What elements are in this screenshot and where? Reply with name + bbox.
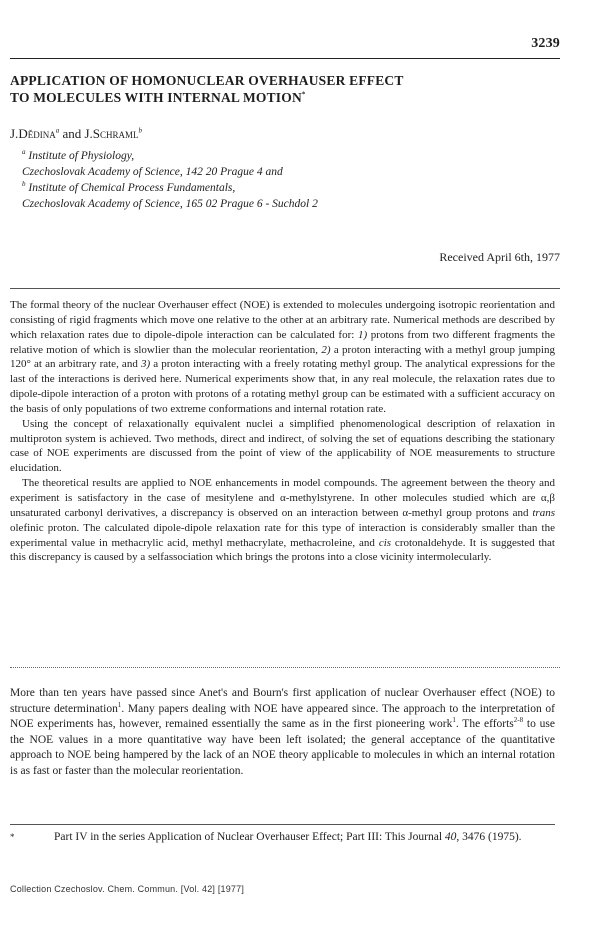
abstract-bottom-rule: [10, 667, 560, 668]
header-rule: [10, 58, 560, 59]
body-ref-2: 1: [452, 716, 456, 725]
abstract-p3-text-1: The theoretical results are applied to NOE enhancements in model compounds. The agreement between the theory and experiment is satisfactory in the case of mesitylene and α-methylstyrene. In other molecules studied which are α,β unsaturated carbonyl derivatives, a discrepancy is observed on an interaction between α-methyl group protons and: [10, 477, 555, 519]
footnote: [10, 830, 555, 845]
abstract-p1-num-1: 1): [357, 328, 368, 341]
abstract: [10, 298, 555, 565]
received-date: Received April 6th, 1977: [439, 250, 560, 264]
abstract-paragraph-2: Using the concept of relaxationally equivalent nuclei a simplified phenomenological description of relaxation in multiproton system is achieved. Two methods, direct and indirect, of solving the set of equations describing the stationary case of NOE experiments are discussed from the point of view of the applicability of NOE measurements to structure elucidation.: [10, 417, 555, 475]
abstract-paragraph-1: [10, 298, 555, 417]
abstract-p1-text-3: a proton interacting with a methyl group jumping 120° at an arbitrary rate, and: [10, 343, 555, 371]
author-1-initial: J.: [10, 126, 19, 141]
body-ref-3: 2-8: [513, 716, 524, 725]
affiliations: [22, 148, 318, 212]
author-2-name: Schraml: [92, 126, 139, 141]
affiliation-b-line-2: Czechoslovak Academy of Science, 165 02 Prague 6 - Suchdol 2: [22, 198, 318, 210]
title-line-2-text: TO MOLECULES WITH INTERNAL MOTION: [10, 90, 302, 105]
abstract-p3-trans: trans: [532, 506, 555, 519]
abstract-paragraph-3: [10, 476, 555, 565]
footnote-volume: 40: [444, 831, 457, 843]
title-line-1: APPLICATION OF HOMONUCLEAR OVERHAUSER EFFECT: [10, 73, 404, 88]
affiliation-a-line-1: [22, 148, 318, 164]
body-text-3: . The efforts: [455, 718, 514, 730]
authors: [10, 126, 142, 142]
abstract-p1-num-3: 3): [140, 358, 151, 371]
footnote-rule: [10, 824, 555, 825]
author-2-marker: b: [138, 126, 143, 135]
title-line-2: [10, 89, 565, 106]
affiliation-b-line-1: [22, 180, 318, 196]
journal-footer: Collection Czechoslov. Chem. Commun. [Vol. 42] [1977]: [10, 884, 245, 894]
abstract-p1-num-2: 2): [321, 343, 331, 356]
body-text-4: to use the NOE values in a more quantitative way have been left isolated; the general acceptance of the quantitative approach to NOE being hampered by the lack of an NOE theory applicable to molecules in which an internal rotation is as fast or faster than the molecular reorientation.: [10, 718, 555, 777]
abstract-p1-text-2: protons from two different fragments the relative motion of which is slowlier than the molecular reorientation,: [10, 328, 555, 356]
body-text-2: . Many papers dealing with NOE have appeared since. The approach to the interpretation of NOE experiments has, however, remained essentially the same as in the first pioneering work: [10, 702, 555, 730]
footnote-text-1: Part IV in the series Application of Nuclear Overhauser Effect; Part III: This Journal: [54, 831, 445, 843]
body-paragraph-1: [10, 686, 555, 779]
affiliation-b-text-1: Institute of Chemical Process Fundamentals,: [28, 182, 236, 194]
body-text-1: More than ten years have passed since Anet's and Bourn's first application of nuclear Overhauser effect (NOE) to structure determination: [10, 687, 555, 715]
author-1-name: Dědina: [18, 126, 56, 141]
footnote-text-2: , 3476 (1975).: [456, 831, 522, 843]
abstract-p3-text-3: crotonaldehyde. It is suggested that this discrepancy is caused by a selfassociation which brings the protons into a close vicinity intermolecularly.: [10, 536, 555, 564]
affiliation-a-line-2: Czechoslovak Academy of Science, 142 20 Prague 4 and: [22, 166, 283, 178]
body-text: [10, 686, 555, 779]
abstract-p3-text-2: olefinic proton. The calculated dipole-dipole relaxation rate for this type of interaction is considerably smaller than the experimental value in methacrylic acid, methyl methacrylate, methacroleine, and: [10, 521, 555, 549]
abstract-p1-text-1: The formal theory of the nuclear Overhauser effect (NOE) is extended to molecules undergoing isotropic reorientation and consisting of rigid fragments which move one relative to the other at an arbitrary rate. Numerical methods are described by which relaxation rates due to dipole-dipole interaction can be calculated for:: [10, 299, 555, 341]
article-title: [10, 72, 565, 106]
page-number: 3239: [531, 36, 560, 51]
abstract-p3-cis: cis: [378, 536, 392, 549]
author-conjunction: and J.: [59, 126, 93, 141]
abstract-top-rule: [10, 288, 560, 289]
abstract-p1-text-4: a proton interacting with a freely rotating methyl group. The analytical expressions for the last of the interactions is derived here. Numerical experiments show that, in any real molecule, the relaxation rates due to dipole-dipole interaction of a proton with protons of a rotating methyl group can be estimated with a sufficient accuracy on the basis of only populations of two extreme conformations and internal rotation rate.: [10, 358, 556, 415]
affiliation-b-marker: b: [22, 180, 26, 189]
affiliation-a-marker: a: [22, 148, 26, 157]
affiliation-a-text-1: Institute of Physiology,: [28, 150, 135, 162]
title-footnote-marker: *: [301, 90, 306, 99]
author-1-marker: a: [55, 126, 60, 135]
body-ref-1: 1: [117, 700, 122, 709]
footnote-marker: *: [10, 832, 15, 842]
